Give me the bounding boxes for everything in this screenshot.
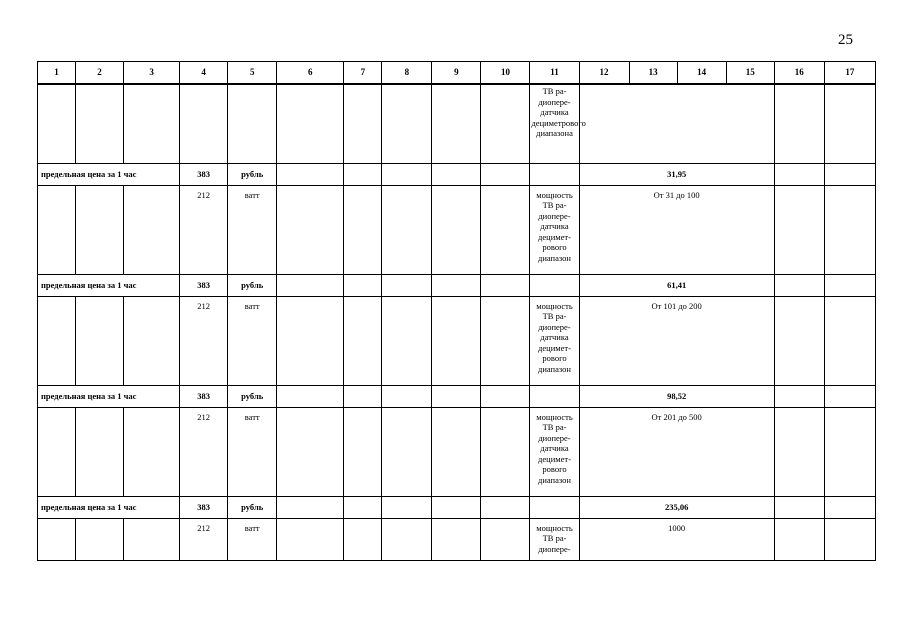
table-row (38, 163, 876, 185)
unit-cell: рубль (228, 274, 277, 296)
column-header-13: 13 (629, 62, 677, 85)
table-row (38, 274, 876, 296)
column-header-7: 7 (344, 62, 382, 85)
column-header-15: 15 (726, 62, 774, 85)
column-header-3: 3 (124, 62, 180, 85)
table-row (38, 496, 876, 518)
description-cell (530, 518, 579, 560)
price-value: 98,52 (579, 385, 774, 407)
column-header-8: 8 (382, 62, 432, 85)
column-header-10: 10 (481, 62, 530, 85)
column-header-4: 4 (180, 62, 228, 85)
tariff-table (37, 61, 876, 561)
description-text: мощность ТВ ра- диопере- датчика децимет- рового диапазон (536, 411, 573, 485)
unit-cell: рубль (228, 496, 277, 518)
code-cell: 212 (180, 407, 228, 496)
price-label: предельная цена за 1 час (38, 385, 180, 407)
table-row (38, 84, 876, 163)
description-text: мощность ТВ ра- диопере- (536, 522, 573, 554)
column-header-12: 12 (579, 62, 629, 85)
code-cell: 383 (180, 163, 228, 185)
column-header-5: 5 (228, 62, 277, 85)
price-value: 235,06 (579, 496, 774, 518)
range-value: От 201 до 500 (579, 407, 774, 496)
description-cell (530, 185, 579, 274)
price-value: 31,95 (579, 163, 774, 185)
range-value: 1000 (579, 518, 774, 560)
unit-cell: ватт (228, 185, 277, 274)
description-text: мощность ТВ ра- диопере- датчика децимет- рового диапазон (536, 300, 573, 374)
header-row (38, 62, 876, 85)
column-header-2: 2 (76, 62, 124, 85)
description-cell (530, 407, 579, 496)
unit-cell: рубль (228, 163, 277, 185)
price-label: предельная цена за 1 час (38, 163, 180, 185)
description-text: мощность ТВ ра- диопере- датчика децимет- рового диапазон (536, 189, 573, 263)
column-header-17: 17 (824, 62, 875, 85)
column-header-9: 9 (432, 62, 481, 85)
column-header-1: 1 (38, 62, 76, 85)
code-cell: 383 (180, 496, 228, 518)
code-cell: 383 (180, 385, 228, 407)
unit-cell: рубль (228, 385, 277, 407)
table-row (38, 385, 876, 407)
code-cell: 212 (180, 518, 228, 560)
range-value: От 31 до 100 (579, 185, 774, 274)
code-cell: 383 (180, 274, 228, 296)
unit-cell: ватт (228, 407, 277, 496)
code-cell: 212 (180, 296, 228, 385)
table-row (38, 518, 876, 560)
table-row (38, 407, 876, 496)
table-row (38, 296, 876, 385)
price-label: предельная цена за 1 час (38, 496, 180, 518)
description-cell (530, 296, 579, 385)
column-header-11: 11 (530, 62, 579, 85)
column-header-14: 14 (677, 62, 726, 85)
page-number: 25 (838, 32, 853, 48)
table-row (38, 185, 876, 274)
unit-cell: ватт (228, 296, 277, 385)
price-value: 61,41 (579, 274, 774, 296)
column-header-6: 6 (277, 62, 344, 85)
column-header-16: 16 (774, 62, 824, 85)
description-cell: ТВ ра- диопере- датчика дециметрового диапазона (530, 84, 579, 163)
range-value: От 101 до 200 (579, 296, 774, 385)
price-label: предельная цена за 1 час (38, 274, 180, 296)
unit-cell: ватт (228, 518, 277, 560)
code-cell: 212 (180, 185, 228, 274)
